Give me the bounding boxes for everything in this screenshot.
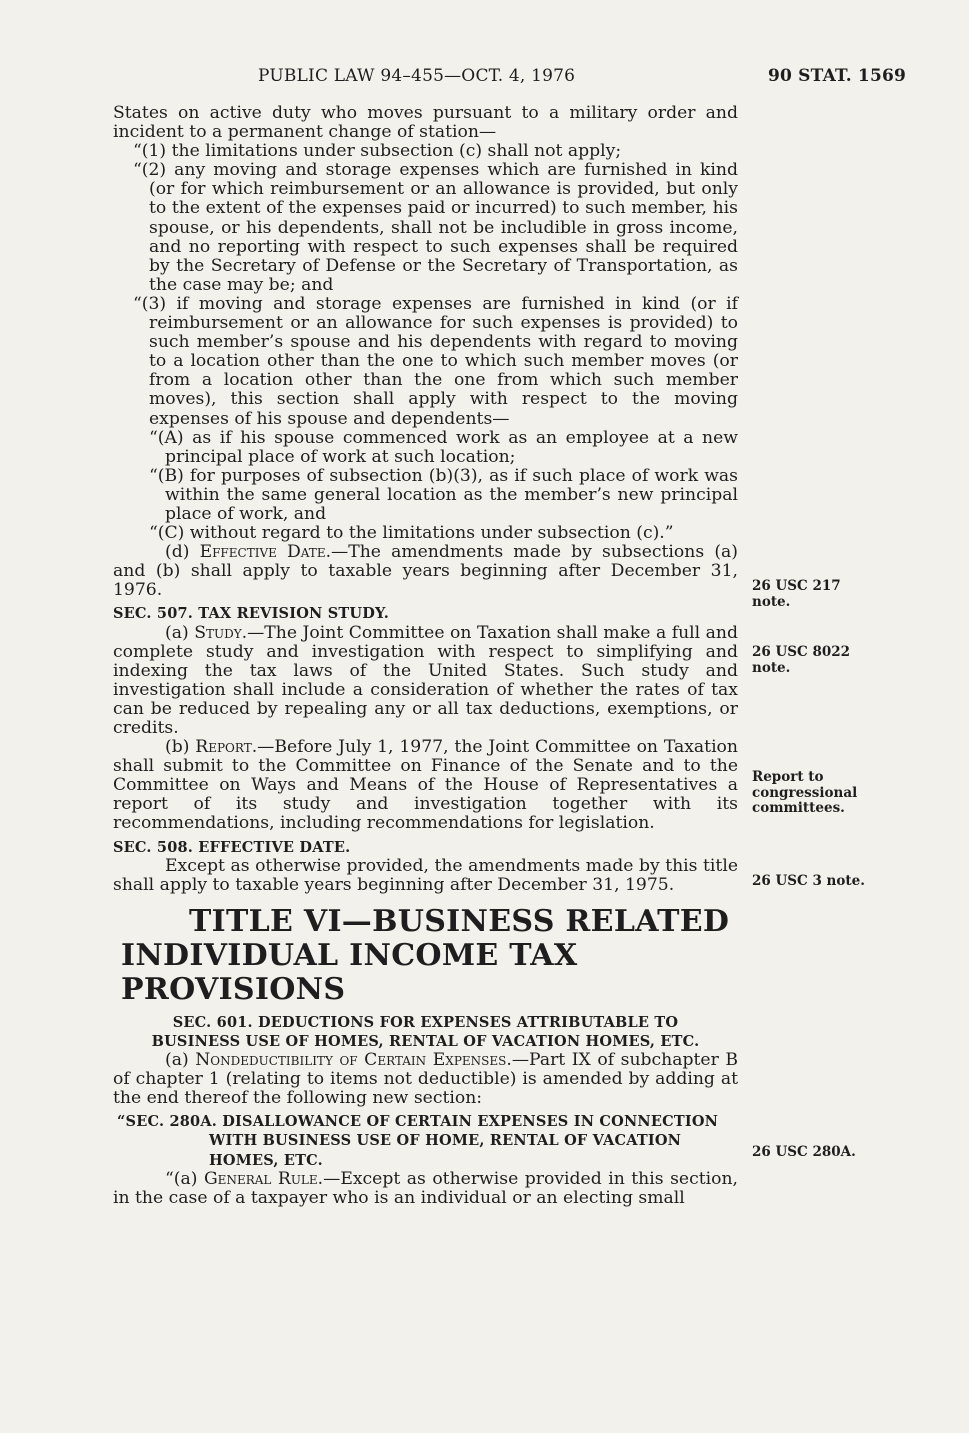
subsection-text: —Part IX of subchapter B of chapter 1 (relating to items not deductible) is amended by adding at the end thereof the following new section:	[113, 1050, 739, 1109]
title-vi-heading	[113, 905, 738, 1007]
paragraph-report	[113, 738, 738, 833]
paragraph-effective-date	[113, 543, 738, 600]
section-heading-508: SEC. 508. EFFECTIVE DATE.	[113, 838, 351, 856]
subsection-label: (a)	[165, 1050, 196, 1071]
title-vi-line-1: TITLE VI—BUSINESS RELATED	[189, 903, 730, 939]
subsection-caption: Effective Date.	[199, 542, 332, 563]
subsection-label: (d)	[165, 542, 200, 563]
paragraph-subclause-b: “(B) for purposes of subsection (b)(3), as if such place of work was within the same general location as the member’s new principal place of work, and	[149, 465, 738, 524]
paragraph-clause-2: “(2) any moving and storage expenses which are furnished in kind (or for which reimbursement or an allowance is provided, but only to the extent of the expenses paid or incurred) to such member, his spouse, or his dependents, shall not be includible in gross income, and no reporting with respect to such expenses shall be required by the Secretary of Defense or the Secretary of Transportation, as the case may be; and	[133, 160, 738, 295]
subsection-text: —The amendments made by subsections (a) and (b) shall apply to taxable years beginning after December 31, 1976.	[113, 542, 738, 601]
subsection-text: —Except as otherwise provided in this section, in the case of a taxpayer who is an individual or an electing small	[113, 1168, 738, 1208]
paragraph-clause-1: “(1) the limitations under subsection (c) shall not apply;	[133, 141, 622, 162]
paragraph-study	[113, 624, 738, 739]
subsection-label: “(a)	[165, 1168, 204, 1189]
section-heading-507: SEC. 507. TAX REVISION STUDY.	[113, 605, 389, 623]
paragraph-intro: States on active duty who moves pursuant to a military order and incident to a permanent change of station—	[113, 103, 738, 143]
running-header	[0, 66, 969, 90]
margin-note-26-usc-217: 26 USC 217 note.	[752, 578, 841, 610]
paragraph-subclause-a: “(A) as if his spouse commenced work as an employee at a new principal place of work at such location;	[149, 427, 738, 467]
subsection-caption: General Rule.	[203, 1168, 324, 1189]
subsection-label: (a)	[165, 622, 195, 643]
paragraph-clause-3: “(3) if moving and storage expenses are furnished in kind (or if reimbursement or an allowance for such expenses is provided) to such member’s spouse and his dependents with regard to moving to a location other than the one to which such member moves (or from a location other than the one from which such member moves), this section shall apply with respect to the moving expenses of his spouse and dependents—	[133, 293, 738, 429]
subsection-caption: Nondeductibility of Certain Expenses.	[195, 1050, 512, 1071]
paragraph-effective-provision: Except as otherwise provided, the amendments made by this title shall apply to taxable years beginning after December 31, 1975.	[113, 855, 738, 895]
paragraph-general-rule	[113, 1170, 738, 1208]
subsection-label: (b)	[165, 737, 196, 758]
subsection-text: —Before July 1, 1977, the Joint Committee on Taxation shall submit to the Committee on Finance of the Senate and to the Committee on Ways and Means of the House of Representatives a report of its study and investigation together with its recommendations, including recommendations for legislation.	[113, 737, 738, 834]
header-stat-citation: 90 STAT. 1569	[768, 66, 907, 86]
title-vi-line-2: INDIVIDUAL INCOME TAX PROVISIONS	[121, 937, 578, 1007]
subsection-caption: Study.	[194, 622, 248, 643]
header-title: PUBLIC LAW 94–455—OCT. 4, 1976	[258, 66, 576, 86]
margin-note-26-usc-8022: 26 USC 8022 note.	[752, 644, 851, 676]
paragraph-nondeductibility	[113, 1051, 738, 1108]
text-column	[113, 104, 738, 1208]
paragraph-subclause-c: “(C) without regard to the limitations under subsection (c).”	[149, 523, 674, 544]
subsection-text: —The Joint Committee on Taxation shall make a full and complete study and investigation with respect to simplifying and indexing the tax laws of the United States. Such study and investigation shall include a consideration of whether the rates of tax can be reduced by repealing any or all tax deductions, exemptions, or credits.	[113, 622, 738, 738]
margin-note-26-usc-3: 26 USC 3 note.	[752, 873, 865, 889]
section-heading-280a: “SEC. 280A. DISALLOWANCE OF CERTAIN EXPENSES IN CONNECTION WITH BUSINESS USE OF HOME, RENTAL OF VACATION HOMES, ETC.	[117, 1113, 719, 1169]
subsection-caption: Report.	[195, 737, 258, 758]
section-heading-601: SEC. 601. DEDUCTIONS FOR EXPENSES ATTRIBUTABLE TO BUSINESS USE OF HOMES, RENTAL OF VACATION HOMES, ETC.	[151, 1013, 700, 1050]
margin-note-report: Report to congressional committees.	[752, 769, 858, 816]
margin-note-26-usc-280a: 26 USC 280A.	[752, 1144, 856, 1160]
